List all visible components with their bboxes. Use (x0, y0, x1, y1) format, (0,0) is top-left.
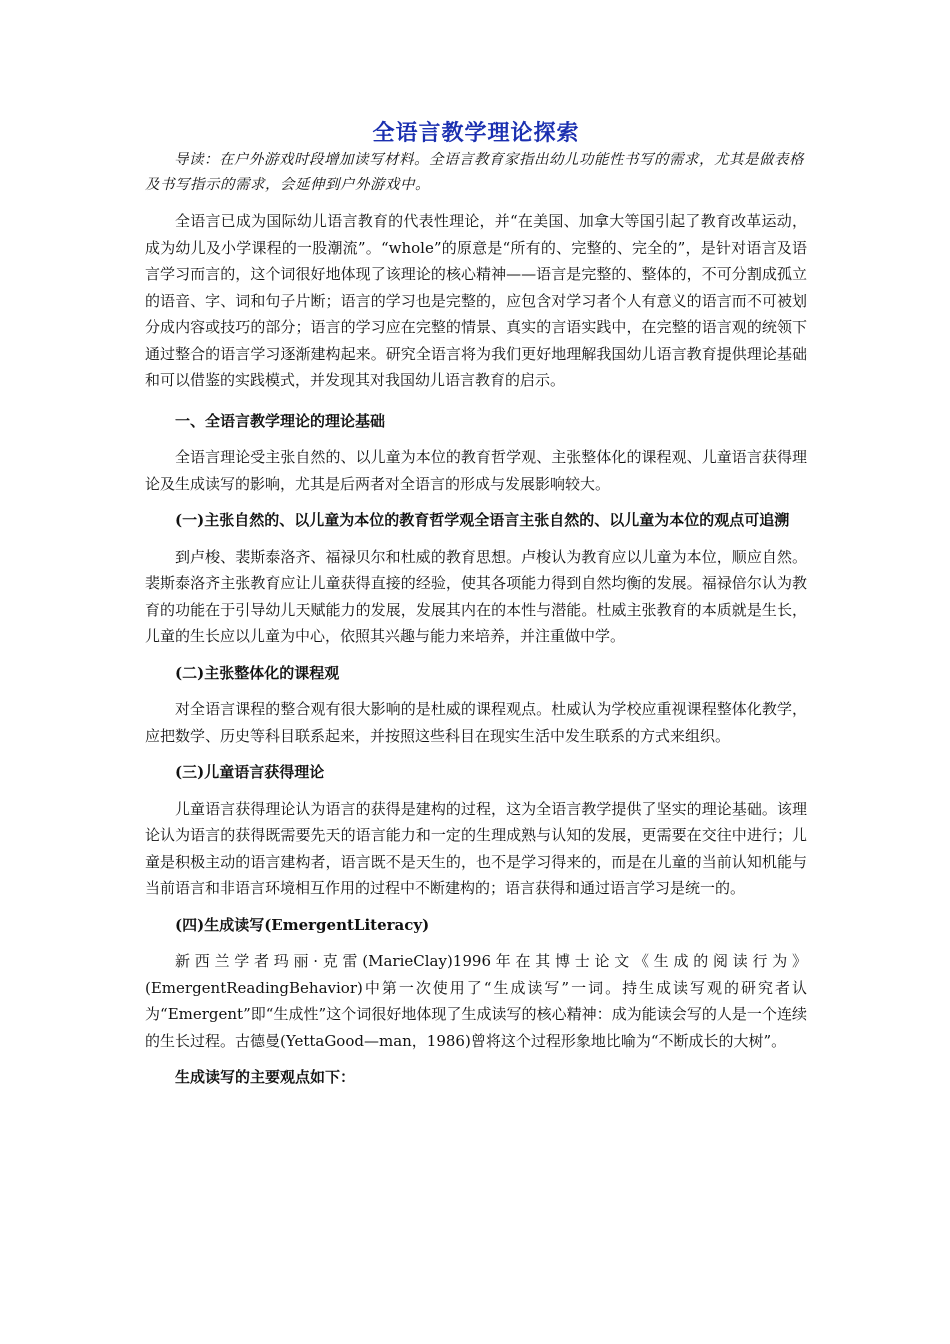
subsection-2-paragraph: 对全语言课程的整合观有很大影响的是杜威的课程观点。杜威认为学校应重视课程整体化教学，应把数学、历史等科目联系起来，并按照这些科目在现实生活中发生联系的方式来组织。 (145, 700, 807, 745)
key-points-heading: 生成读写的主要观点如下： (175, 1068, 356, 1086)
subsection-1-heading: (一)主张自然的、以儿童为本位的教育哲学观全语言主张自然的、以儿童为本位的观点可追溯 (175, 511, 790, 529)
lead-paragraph: 导读：在户外游戏时段增加读写材料。全语言教育家指出幼儿功能性书写的需求，尤其是做表格及书写指示的需求，会延伸到户外游戏中。 (145, 152, 804, 193)
document-title: 全语言教学理论探索 (372, 120, 580, 146)
subsection-4-heading: (四)生成读写(EmergentLiteracy) (175, 915, 430, 934)
document-page (145, 118, 807, 1091)
subsection-4-paragraph: 新西兰学者玛丽·克雷(MarieClay)1996年在其博士论文《生成的阅读行为》(EmergentReadingBehavior)中第一次使用了“生成读写”一词。持生成读写观的研究者认为“Emergent”即“生成性”这个词很好地体现了生成读写的核心精神：成为能读会写的人是一个连续的生长过程。古德曼(YettaGood—man，1986)曾将这个过程形象地比喻为“不断成长的大树”。 (145, 952, 807, 1050)
subsection-3-heading: (三)儿童语言获得理论 (175, 763, 325, 781)
subsection-3-paragraph: 儿童语言获得理论认为语言的获得是建构的过程，这为全语言教学提供了坚实的理论基础。该理论认为语言的获得既需要先天的语言能力和一定的生理成熟与认知的发展，更需要在交往中进行；儿童是积极主动的语言建构者，语言既不是天生的，也不是学习得来的，而是在儿童的当前认知机能与当前语言和非语言环境相互作用的过程中不断建构的；语言获得和通过语言学习是统一的。 (145, 799, 807, 897)
section-1-paragraph: 全语言理论受主张自然的、以儿童为本位的教育哲学观、主张整体化的课程观、儿童语言获得理论及生成读写的影响，尤其是后两者对全语言的形成与发展影响较大。 (145, 448, 807, 493)
intro-paragraph: 全语言已成为国际幼儿语言教育的代表性理论，并“在美国、加拿大等国引起了教育改革运动，成为幼儿及小学课程的一股潮流”。“whole”的原意是“所有的、完整的、完全的”，是针对语言及语言学习而言的，这个词很好地体现了该理论的核心精神——语言是完整的、整体的，不可分割成孤立的语音、字、词和句子片断；语言的学习也是完整的，应包含对学习者个人有意义的语言而不可被划分成内容或技巧的部分；语言的学习应在完整的情景、真实的言语实践中，在完整的语言观的统领下通过整合的语言学习逐渐建构起来。研究全语言将为我们更好地理解我国幼儿语言教育提供理论基础和可以借鉴的实践模式，并发现其对我国幼儿语言教育的启示。 (145, 212, 807, 389)
subsection-1-paragraph: 到卢梭、裴斯泰洛齐、福禄贝尔和杜威的教育思想。卢梭认为教育应以儿童为本位，顺应自然。裴斯泰洛齐主张教育应让儿童获得直接的经验，使其各项能力得到自然均衡的发展。福禄倍尔认为教育的功能在于引导幼儿天赋能力的发展，发展其内在的本性与潜能。杜威主张教育的本质就是生长，儿童的生长应以儿童为中心，依照其兴趣与能力来培养，并注重做中学。 (145, 547, 807, 645)
section-1-heading: 一、全语言教学理论的理论基础 (175, 411, 386, 430)
subsection-2-heading: (二)主张整体化的课程观 (175, 663, 340, 682)
